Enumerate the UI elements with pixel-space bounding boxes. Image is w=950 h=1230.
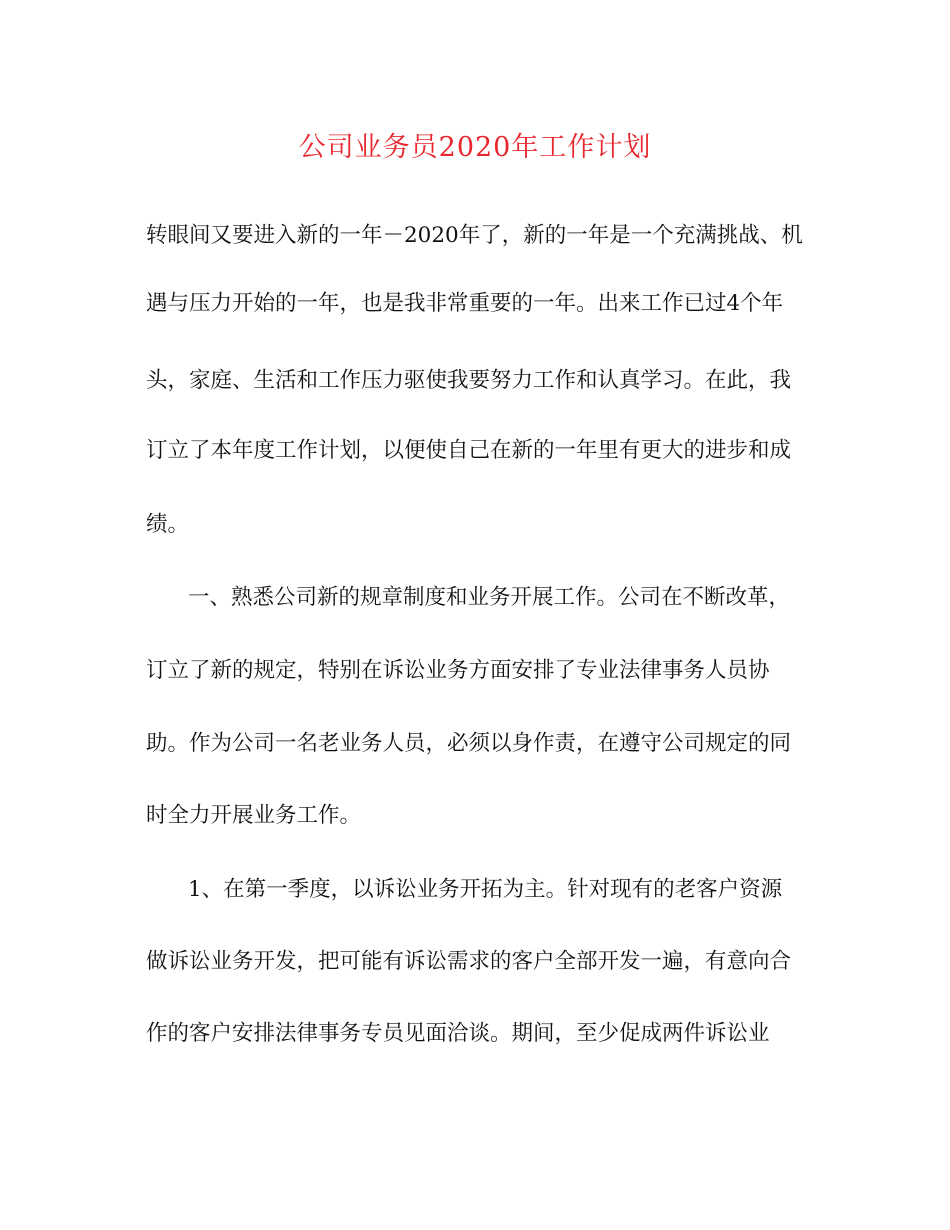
paragraph-line-6: 一、熟悉公司新的规章制度和业务开展工作。公司在不断改革， bbox=[188, 585, 791, 610]
document-title: 公司业务员2020年工作计划 bbox=[298, 132, 652, 163]
paragraph-line-8: 助。作为公司一名老业务人员，必须以身作责，在遵守公司规定的同 bbox=[146, 731, 792, 756]
paragraph-line-5: 绩。 bbox=[146, 512, 190, 537]
paragraph-line-12: 作的客户安排法律事务专员见面洽谈。期间，至少促成两件诉讼业 bbox=[146, 1021, 770, 1046]
paragraph-line-9: 时全力开展业务工作。 bbox=[146, 803, 362, 828]
paragraph-line-4: 订立了本年度工作计划，以便使自己在新的一年里有更大的进步和成 bbox=[146, 438, 792, 463]
paragraph-line-11: 做诉讼业务开发，把可能有诉讼需求的客户全部开发一遍，有意向合 bbox=[146, 949, 792, 974]
paragraph-line-7: 订立了新的规定，特别在诉讼业务方面安排了专业法律事务人员协 bbox=[146, 658, 770, 683]
paragraph-line-3: 头，家庭、生活和工作压力驱使我要努力工作和认真学习。在此，我 bbox=[146, 368, 792, 393]
paragraph-line-1: 转眼间又要进入新的一年－2020年了，新的一年是一个充满挑战、机 bbox=[146, 223, 803, 248]
paragraph-line-2: 遇与压力开始的一年，也是我非常重要的一年。出来工作已过4个年 bbox=[146, 291, 784, 316]
paragraph-line-10: 1、在第一季度，以诉讼业务开拓为主。针对现有的老客户资源 bbox=[188, 877, 783, 902]
